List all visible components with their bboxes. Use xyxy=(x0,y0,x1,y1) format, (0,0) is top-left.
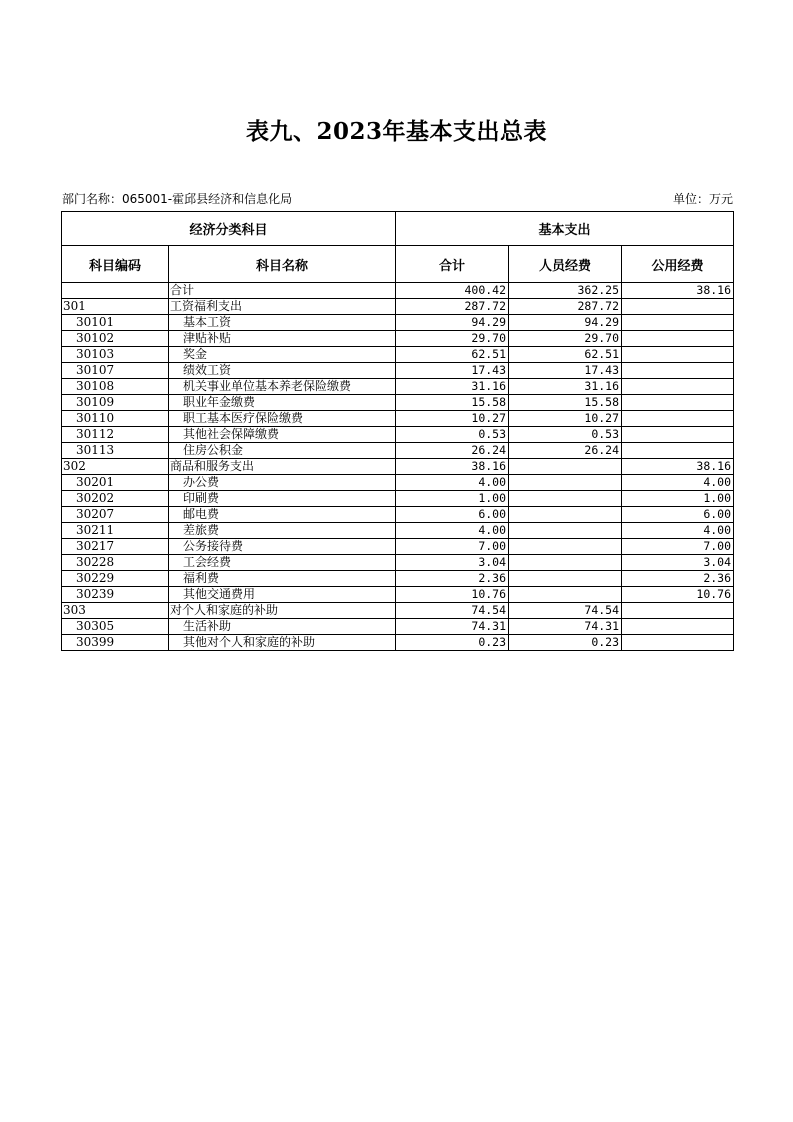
cell-subject-code: 30207 xyxy=(62,507,169,523)
header-total: 合计 xyxy=(396,246,509,283)
cell-personnel-expense xyxy=(509,587,622,603)
cell-personnel-expense xyxy=(509,475,622,491)
cell-subject-name: 基本工资 xyxy=(169,315,396,331)
cell-subject-name: 邮电费 xyxy=(169,507,396,523)
cell-personnel-expense: 29.70 xyxy=(509,331,622,347)
cell-subject-code: 30229 xyxy=(62,571,169,587)
cell-personnel-expense: 10.27 xyxy=(509,411,622,427)
cell-public-expense xyxy=(622,619,734,635)
cell-subject-name: 职工基本医疗保险缴费 xyxy=(169,411,396,427)
cell-subject-code: 30201 xyxy=(62,475,169,491)
table-row xyxy=(62,427,734,443)
cell-public-expense xyxy=(622,379,734,395)
cell-subject-name: 其他社会保障缴费 xyxy=(169,427,396,443)
table-row xyxy=(62,347,734,363)
cell-public-expense: 7.00 xyxy=(622,539,734,555)
table-row xyxy=(62,635,734,651)
table-row xyxy=(62,507,734,523)
cell-subject-name: 生活补助 xyxy=(169,619,396,635)
cell-subject-code: 30228 xyxy=(62,555,169,571)
cell-public-expense: 10.76 xyxy=(622,587,734,603)
table-row xyxy=(62,283,734,299)
table-row xyxy=(62,587,734,603)
cell-personnel-expense: 362.25 xyxy=(509,283,622,299)
cell-personnel-expense: 26.24 xyxy=(509,443,622,459)
cell-total: 0.23 xyxy=(396,635,509,651)
cell-public-expense xyxy=(622,411,734,427)
cell-total: 1.00 xyxy=(396,491,509,507)
table-row xyxy=(62,603,734,619)
cell-personnel-expense xyxy=(509,555,622,571)
cell-personnel-expense: 62.51 xyxy=(509,347,622,363)
cell-total: 74.31 xyxy=(396,619,509,635)
cell-total: 4.00 xyxy=(396,475,509,491)
cell-subject-name: 绩效工资 xyxy=(169,363,396,379)
cell-subject-code: 30399 xyxy=(62,635,169,651)
cell-subject-name: 合计 xyxy=(169,283,396,299)
cell-public-expense xyxy=(622,427,734,443)
cell-total: 3.04 xyxy=(396,555,509,571)
cell-public-expense: 38.16 xyxy=(622,283,734,299)
cell-total: 6.00 xyxy=(396,507,509,523)
cell-subject-code: 30211 xyxy=(62,523,169,539)
cell-public-expense xyxy=(622,635,734,651)
table-row xyxy=(62,411,734,427)
cell-subject-code: 30110 xyxy=(62,411,169,427)
cell-personnel-expense xyxy=(509,539,622,555)
cell-personnel-expense xyxy=(509,571,622,587)
cell-subject-code xyxy=(62,283,169,299)
cell-total: 10.27 xyxy=(396,411,509,427)
cell-public-expense: 3.04 xyxy=(622,555,734,571)
table-row xyxy=(62,379,734,395)
table-row xyxy=(62,315,734,331)
table-row xyxy=(62,571,734,587)
table-row xyxy=(62,619,734,635)
header-economic-classification: 经济分类科目 xyxy=(62,212,396,246)
cell-personnel-expense: 31.16 xyxy=(509,379,622,395)
cell-total: 31.16 xyxy=(396,379,509,395)
header-subject-code: 科目编码 xyxy=(62,246,169,283)
cell-personnel-expense xyxy=(509,491,622,507)
cell-personnel-expense: 74.54 xyxy=(509,603,622,619)
table-row xyxy=(62,363,734,379)
table-row xyxy=(62,459,734,475)
cell-subject-name: 印刷费 xyxy=(169,491,396,507)
cell-subject-code: 30108 xyxy=(62,379,169,395)
cell-subject-name: 工资福利支出 xyxy=(169,299,396,315)
header-personnel-expense: 人员经费 xyxy=(509,246,622,283)
cell-subject-name: 商品和服务支出 xyxy=(169,459,396,475)
cell-total: 74.54 xyxy=(396,603,509,619)
cell-subject-name: 福利费 xyxy=(169,571,396,587)
cell-subject-name: 工会经费 xyxy=(169,555,396,571)
cell-subject-name: 住房公积金 xyxy=(169,443,396,459)
cell-public-expense xyxy=(622,315,734,331)
cell-subject-code: 30239 xyxy=(62,587,169,603)
table-row xyxy=(62,299,734,315)
cell-subject-code: 30107 xyxy=(62,363,169,379)
cell-subject-code: 30112 xyxy=(62,427,169,443)
cell-total: 4.00 xyxy=(396,523,509,539)
cell-personnel-expense: 17.43 xyxy=(509,363,622,379)
cell-personnel-expense: 94.29 xyxy=(509,315,622,331)
cell-subject-code: 30101 xyxy=(62,315,169,331)
cell-personnel-expense xyxy=(509,507,622,523)
cell-public-expense: 2.36 xyxy=(622,571,734,587)
page-title: 表九、2023年基本支出总表 xyxy=(245,118,547,145)
cell-subject-code: 30102 xyxy=(62,331,169,347)
table-row xyxy=(62,523,734,539)
cell-public-expense xyxy=(622,331,734,347)
cell-total: 94.29 xyxy=(396,315,509,331)
table-body xyxy=(62,283,734,651)
cell-subject-code: 30202 xyxy=(62,491,169,507)
cell-personnel-expense xyxy=(509,523,622,539)
cell-public-expense xyxy=(622,299,734,315)
table-row xyxy=(62,475,734,491)
department-label: 部门名称：065001-霍邱县经济和信息化局 xyxy=(62,192,293,206)
header-subject-name: 科目名称 xyxy=(169,246,396,283)
cell-subject-code: 302 xyxy=(62,459,169,475)
cell-total: 400.42 xyxy=(396,283,509,299)
cell-subject-name: 其他对个人和家庭的补助 xyxy=(169,635,396,651)
cell-personnel-expense xyxy=(509,459,622,475)
cell-subject-code: 30103 xyxy=(62,347,169,363)
cell-total: 2.36 xyxy=(396,571,509,587)
cell-subject-code: 30109 xyxy=(62,395,169,411)
header-public-expense: 公用经费 xyxy=(622,246,734,283)
cell-public-expense xyxy=(622,363,734,379)
cell-total: 7.00 xyxy=(396,539,509,555)
cell-total: 10.76 xyxy=(396,587,509,603)
table-row xyxy=(62,395,734,411)
cell-subject-name: 机关事业单位基本养老保险缴费 xyxy=(169,379,396,395)
table-row xyxy=(62,443,734,459)
table-row xyxy=(62,491,734,507)
cell-public-expense: 4.00 xyxy=(622,475,734,491)
cell-public-expense xyxy=(622,347,734,363)
cell-subject-code: 301 xyxy=(62,299,169,315)
cell-personnel-expense: 0.53 xyxy=(509,427,622,443)
cell-total: 29.70 xyxy=(396,331,509,347)
table-row xyxy=(62,331,734,347)
cell-subject-name: 奖金 xyxy=(169,347,396,363)
cell-total: 0.53 xyxy=(396,427,509,443)
header-basic-expenditure: 基本支出 xyxy=(396,212,734,246)
cell-subject-name: 差旅费 xyxy=(169,523,396,539)
unit-label: 单位：万元 xyxy=(672,192,733,206)
cell-public-expense: 4.00 xyxy=(622,523,734,539)
cell-subject-name: 其他交通费用 xyxy=(169,587,396,603)
cell-subject-name: 办公费 xyxy=(169,475,396,491)
cell-public-expense: 6.00 xyxy=(622,507,734,523)
cell-public-expense xyxy=(622,443,734,459)
cell-total: 38.16 xyxy=(396,459,509,475)
cell-personnel-expense: 287.72 xyxy=(509,299,622,315)
cell-total: 26.24 xyxy=(396,443,509,459)
cell-public-expense: 1.00 xyxy=(622,491,734,507)
cell-total: 17.43 xyxy=(396,363,509,379)
cell-personnel-expense: 15.58 xyxy=(509,395,622,411)
cell-total: 15.58 xyxy=(396,395,509,411)
cell-subject-code: 30217 xyxy=(62,539,169,555)
cell-subject-name: 公务接待费 xyxy=(169,539,396,555)
cell-subject-code: 30305 xyxy=(62,619,169,635)
cell-public-expense xyxy=(622,603,734,619)
table-row xyxy=(62,539,734,555)
cell-subject-name: 职业年金缴费 xyxy=(169,395,396,411)
cell-total: 287.72 xyxy=(396,299,509,315)
cell-subject-code: 30113 xyxy=(62,443,169,459)
cell-personnel-expense: 74.31 xyxy=(509,619,622,635)
cell-subject-name: 对个人和家庭的补助 xyxy=(169,603,396,619)
cell-subject-name: 津贴补贴 xyxy=(169,331,396,347)
table-row xyxy=(62,555,734,571)
cell-personnel-expense: 0.23 xyxy=(509,635,622,651)
cell-public-expense xyxy=(622,395,734,411)
cell-total: 62.51 xyxy=(396,347,509,363)
cell-public-expense: 38.16 xyxy=(622,459,734,475)
expenditure-table xyxy=(61,211,734,651)
cell-subject-code: 303 xyxy=(62,603,169,619)
